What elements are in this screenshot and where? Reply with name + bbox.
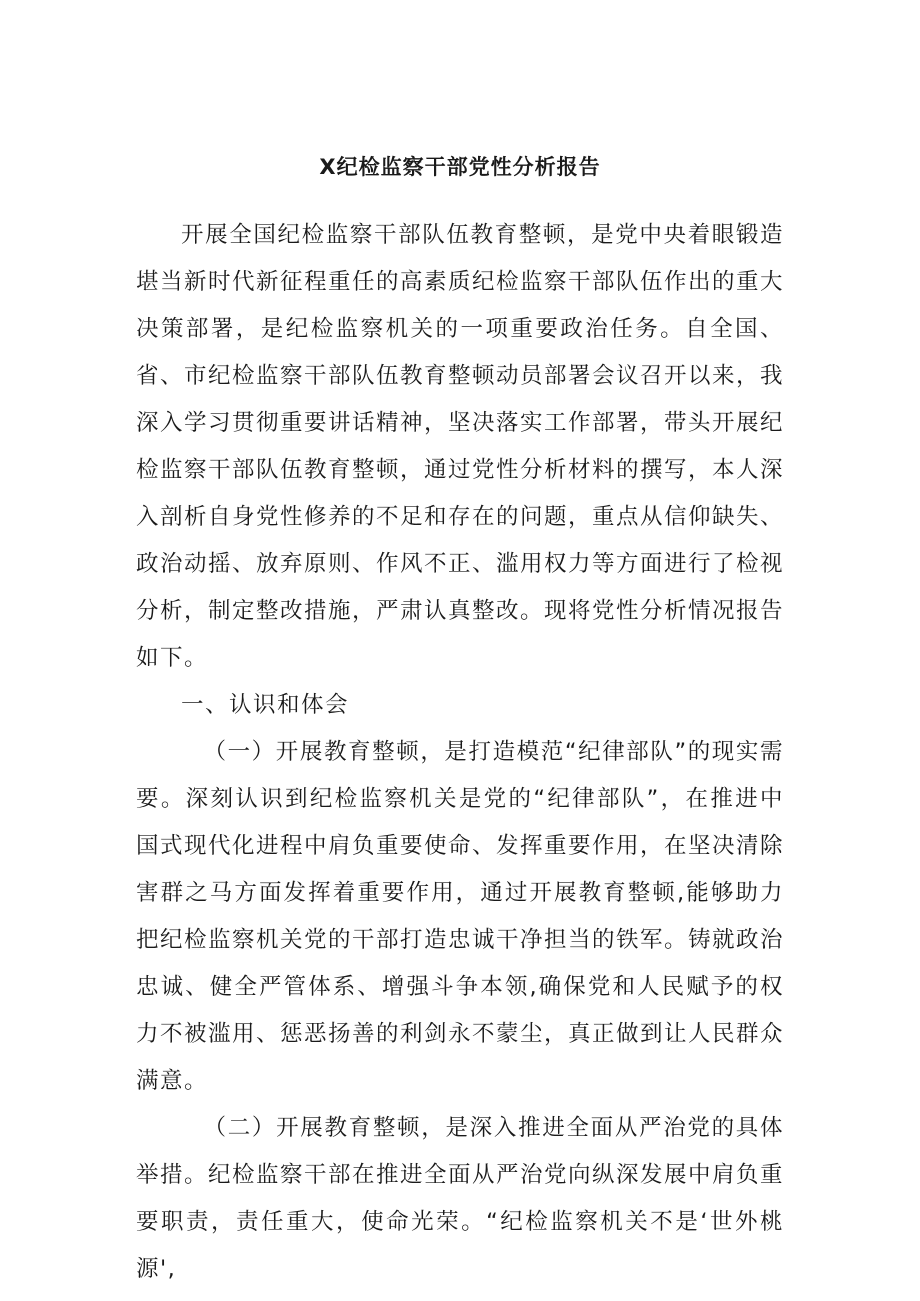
section-1-point-1: （一）开展教育整顿，是打造模范“纪律部队”的现实需要。深刻认识到纪检监察机关是党的“纪律部队”，在推进中国式现代化进程中肩负重要使命、发挥重要作用，在坚决清除害群之马方面发挥着重要作用，通过开展教育整顿,能够助力把纪检监察机关党的干部打造忠诚干净担当的铁军。铸就政治忠诚、健全严管体系、增强斗争本领,确保党和人民赋予的权力不被滥用、惩恶扬善的利剑永不蒙尘，真正做到让人民群众满意。	[136, 739, 785, 1094]
section-1-point-2: （二）开展教育整顿，是深入推进全面从严治党的具体举措。纪检监察干部在推进全面从严治党向纵深发展中肩负重要职责，责任重大，使命光荣。“纪检监察机关不是‘世外桃源',	[136, 1115, 785, 1282]
intro-paragraph: 开展全国纪检监察干部队伍教育整顿，是党中央着眼锻造堪当新时代新征程重任的高素质纪检监察干部队伍作出的重大决策部署，是纪检监察机关的一项重要政治任务。自全国、省、市纪检监察干部队伍教育整顿动员部署会议召开以来，我深入学习贯彻重要讲话精神，坚决落实工作部署，带头开展纪检监察干部队伍教育整顿，通过党性分析材料的撰写，本人深入剖析自身党性修养的不足和存在的问题，重点从信仰缺失、政治动摇、放弃原则、作风不正、滥用权力等方面进行了检视分析，制定整改措施，严肃认真整改。现将党性分析情况报告如下。	[136, 222, 785, 671]
section-heading-1: 一、认识和体会	[181, 692, 350, 718]
document-title: X纪检监察干部党性分析报告	[319, 155, 601, 179]
